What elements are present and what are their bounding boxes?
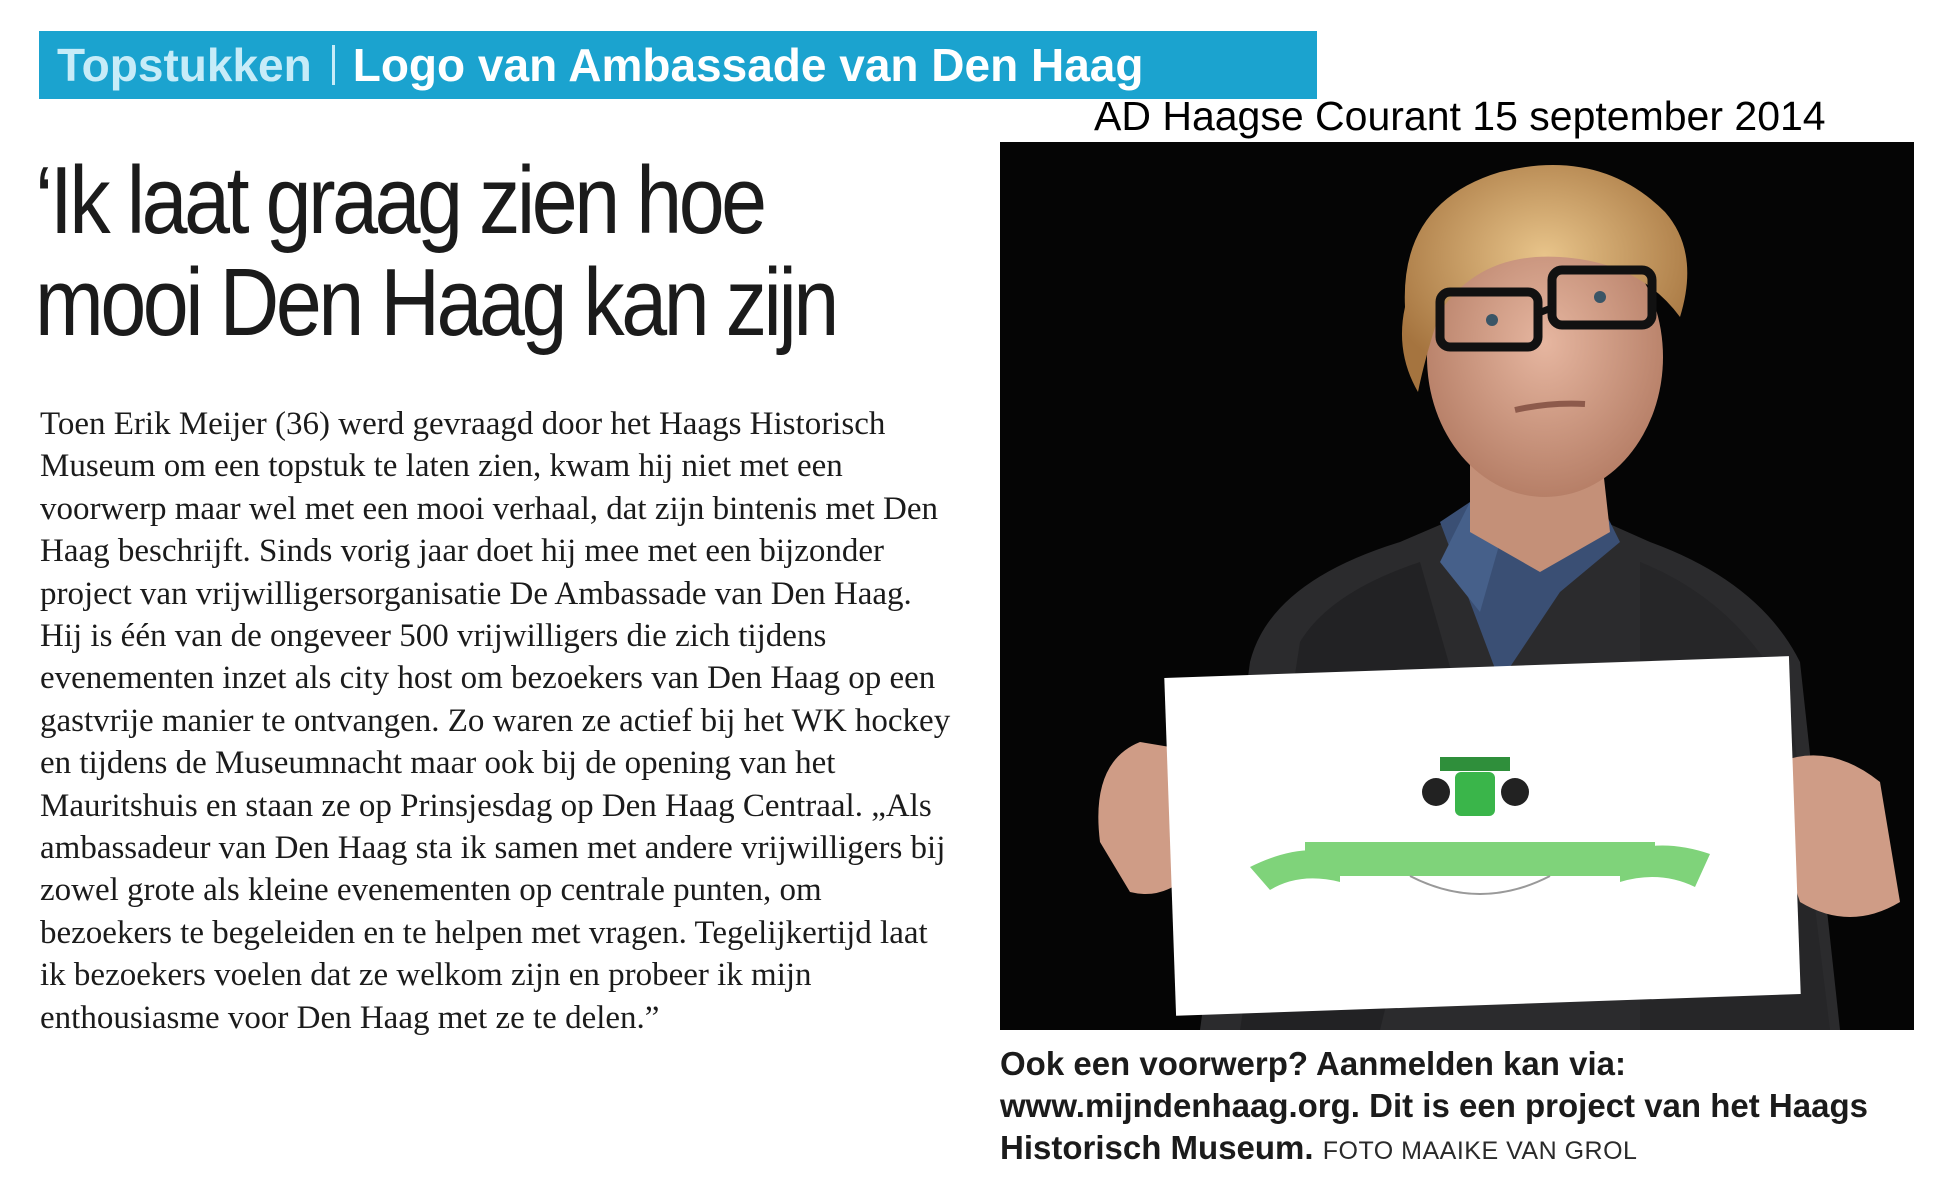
banner-section-label: Topstukken (57, 39, 312, 91)
photo-caption (1000, 1043, 1914, 1172)
article-photo (1000, 142, 1914, 1030)
section-banner (39, 31, 1317, 99)
caption-text: Ook een voorwerp? Aanmelden kan via: www.mijndenhaag.org. Dit is een project van het Haags Historisch Museum. (1000, 1045, 1868, 1166)
banner-divider (332, 45, 335, 85)
source-note: AD Haagse Courant 15 september 2014 (1094, 93, 1826, 139)
article-body: Toen Erik Meijer (36) werd gevraagd door het Haags Historisch Museum om een topstuk te laten zien, kwam hij niet met een voorwerp maar wel met een mooi verhaal, dat zijn bintenis met Den Haag beschrijft. Sinds vorig jaar doet hij mee met een bijzonder project van vrijwilligersorganisatie De Ambassade van Den Haag. Hij is één van de ongeveer 500 vrijwilligers die zich tijdens evenementen inzet als city host om bezoekers van Den Haag op een gastvrije manier te ontvangen. Zo waren ze actief bij het WK hockey en tijdens de Museumnacht maar ook bij de opening van het Mauritshuis en staan ze op Prinsjesdag op Den Haag Centraal. „Als ambassadeur van Den Haag sta ik samen met andere vrijwilligers bij zowel grote als kleine evenementen op centrale punten, om bezoekers te begeleiden en te helpen met vragen. Tegelijkertijd laat ik bezoekers voelen dat ze welkom zijn en probeer ik mijn enthousiasme voor Den Haag met ze te delen.” (40, 406, 951, 1036)
photo-credit: FOTO MAAIKE VAN GROL (1322, 1137, 1638, 1165)
photo-illustration (1000, 142, 1914, 1030)
banner-title: Logo van Ambassade van Den Haag (352, 39, 1144, 91)
article-headline: ‘Ik laat graag zien hoe mooi Den Haag kan zijn (35, 147, 836, 356)
